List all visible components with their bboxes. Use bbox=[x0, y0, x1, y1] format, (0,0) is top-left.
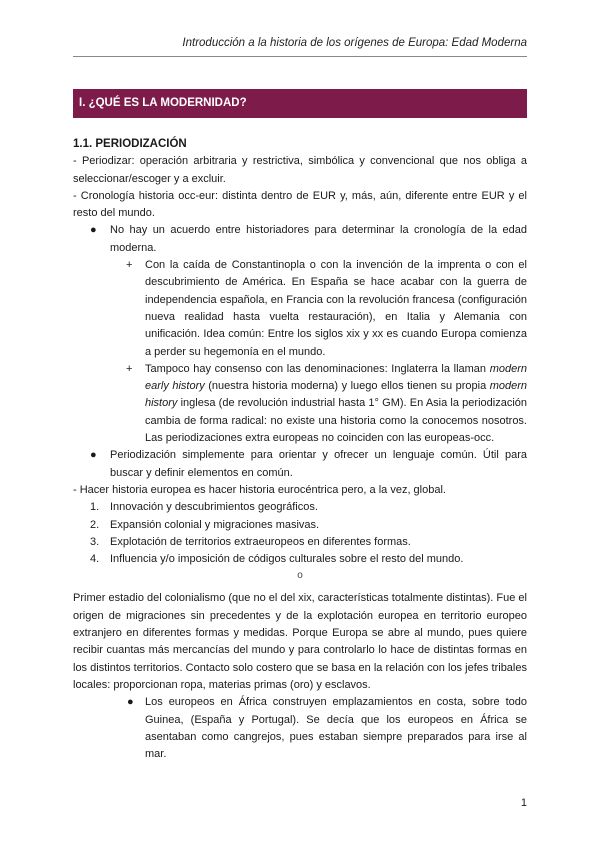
sub-bullet-text: Con la caída de Constantinopla o con la invención de la imprenta o con el descubrimiento de América. En España se hace acabar con la guerra de independencia española, en Francia con la revolución francesa (configuración nueva realidad hasta vuelta restauración), en Italia y Alemania con unificación. Idea común: Entre los siglos xix y xx es cuando Europa comienza a perder su hegemonía en el mundo. bbox=[145, 259, 527, 358]
bullet-item bbox=[73, 447, 527, 482]
separator-mark: o bbox=[297, 570, 303, 582]
bullet-marker: ● bbox=[90, 224, 97, 237]
paragraph-historia-europea: - Hacer historia europea es hacer historia eurocéntrica pero, a la vez, global. bbox=[73, 483, 446, 496]
sub-bullet-item bbox=[73, 361, 527, 447]
paragraph-periodizar: - Periodizar: operación arbitraria y restrictiva, simbólica y convencional que nos obliga a seleccionar/escoger y a excluir. bbox=[73, 155, 527, 185]
sub-bullet-text: Tampoco hay consenso con las denominaciones: Inglaterra la llaman modern early history (nuestra historia moderna) y luego ellos tienen su propia modern history inglesa (de revolución industrial hasta 1° GM). En Asia la periodización cambia de forma radical: no existe una historia como la conocemos nosotros. Las periodizaciones extra europeas no coinciden con las europeas-occ. bbox=[145, 362, 528, 445]
running-header: Introducción a la historia de los orígenes de Europa: Edad Moderna bbox=[182, 37, 527, 49]
bullet-item bbox=[73, 222, 527, 257]
paragraph-cronologia: - Cronología historia occ-eur: distinta dentro de EUR y, más, aún, diferente entre EUR y el resto del mundo. bbox=[73, 189, 527, 220]
bullet-marker: ● bbox=[90, 449, 97, 462]
numbered-item: 3. Explotación de territorios extraeuropeos en diferentes formas. bbox=[90, 535, 411, 548]
bullet-item bbox=[73, 694, 527, 763]
page-number: 1 bbox=[520, 797, 527, 809]
numbered-item: 2. Expansión colonial y migraciones masivas. bbox=[90, 518, 320, 531]
paragraph-colonialismo: Primer estadio del colonialismo (que no el del xix, características totalmente distintas). Fue el origen de migraciones sin precedentes y de la explotación europea en territorio europeo extranjero en diferentes formas y medidas. Porque Europa se abre al mundo, pues quiere recibir cuantas más mercancías del mundo y para controlarlo lo hace de distintas formas en los distintos territorios. Contacto solo costero que se basa en la relación con los jefes tribales locales: proporcionan ropa, materias primas (oro) y esclavos. bbox=[73, 592, 527, 691]
document-body bbox=[73, 136, 527, 763]
bullet-text: Periodización simplemente para orientar y ofrecer un lenguaje común. Útil para buscar y definir elementos en común. bbox=[110, 449, 527, 479]
numbered-item: 4. Influencia y/o imposición de códigos culturales sobre el resto del mundo. bbox=[90, 553, 464, 566]
section-title-bar: I. ¿QUÉ ES LA MODERNIDAD? bbox=[73, 89, 527, 118]
header-rule bbox=[73, 56, 527, 57]
plus-marker: + bbox=[126, 259, 133, 272]
bullet-text: Los europeos en África construyen emplazamientos en costa, sobre todo Guinea, (España y Portugal). Se decía que los europeos en África se asentaban como cangrejos, pues estaban siempre preparados para irse al mar. bbox=[145, 696, 527, 761]
numbered-item: 1. Innovación y descubrimientos geográficos. bbox=[90, 501, 318, 514]
subsection-title: 1.1. PERIODIZACIÓN bbox=[73, 138, 187, 150]
sub-bullet-item bbox=[73, 257, 527, 361]
bullet-marker: ● bbox=[127, 696, 134, 709]
plus-marker: + bbox=[126, 362, 133, 375]
bullet-text: No hay un acuerdo entre historiadores para determinar la cronología de la edad moderna. bbox=[110, 224, 527, 254]
